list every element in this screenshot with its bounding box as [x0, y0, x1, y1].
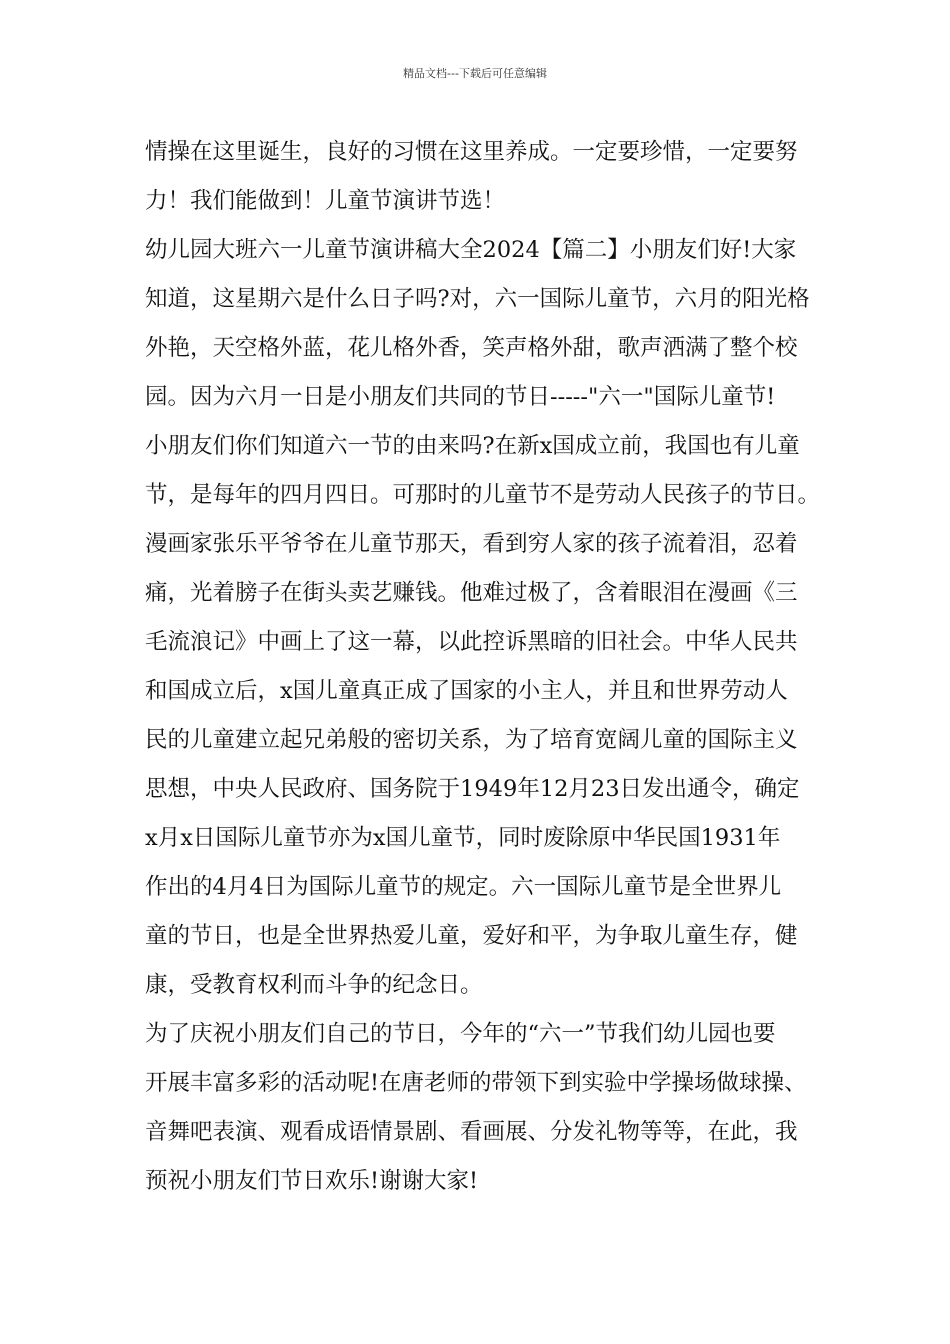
text-line: x月x日国际儿童节亦为x国儿童节，同时废除原中华民国1931年 — [145, 825, 781, 851]
text-line: 毛流浪记》中画上了这一幕，以此控诉黑暗的旧社会。中华人民共 — [145, 629, 798, 655]
text-line: 为了庆祝小朋友们自己的节日，今年的“六一”节我们幼儿园也要 — [145, 1021, 776, 1047]
text-line: 力！我们能做到！儿童节演讲节选！ — [145, 188, 506, 214]
text-line: 节，是每年的四月四日。可那时的儿童节不是劳动人民孩子的节日。 — [145, 482, 821, 508]
text-line: 预祝小朋友们节日欢乐!谢谢大家! — [145, 1168, 479, 1194]
text-line: 漫画家张乐平爷爷在儿童节那天，看到穷人家的孩子流着泪，忍着 — [145, 531, 798, 557]
text-line: 痛，光着膀子在街头卖艺赚钱。他难过极了，含着眼泪在漫画《三 — [145, 580, 798, 606]
text-line: 小朋友们你们知道六一节的由来吗?在新x国成立前，我国也有儿童 — [145, 433, 800, 459]
text-line: 民的儿童建立起兄弟般的密切关系，为了培育宽阔儿童的国际主义 — [145, 727, 798, 753]
text-line: 音舞吧表演、观看成语情景剧、看画展、分发礼物等等，在此，我 — [145, 1119, 798, 1145]
text-line: 情操在这里诞生，良好的习惯在这里养成。一定要珍惜，一定要努 — [145, 139, 798, 165]
text-line: 外艳，天空格外蓝，花儿格外香，笑声格外甜，歌声洒满了整个校 — [145, 335, 798, 361]
text-line: 思想，中央人民政府、国务院于1949年12月23日发出通令，确定 — [145, 776, 800, 802]
text-line: 作出的4月4日为国际儿童节的规定。六一国际儿童节是全世界儿 — [145, 874, 782, 900]
text-line: 知道，这星期六是什么日子吗?对，六一国际儿童节，六月的阳光格 — [145, 286, 810, 312]
text-line: 幼儿园大班六一儿童节演讲稿大全2024【篇二】小朋友们好!大家 — [145, 237, 797, 263]
document-body — [145, 128, 825, 1206]
text-line: 开展丰富多彩的活动呢!在唐老师的带领下到实验中学操场做球操、 — [145, 1070, 807, 1096]
page-header: 精品文档---下载后可任意编辑 — [403, 67, 547, 80]
text-line: 园。因为六月一日是小朋友们共同的节日-----"六一"国际儿童节! — [145, 384, 776, 410]
text-line: 和国成立后，x国儿童真正成了国家的小主人，并且和世界劳动人 — [145, 678, 788, 704]
text-line: 康，受教育权利而斗争的纪念日。 — [145, 972, 483, 998]
text-line: 童的节日，也是全世界热爱儿童，爱好和平，为争取儿童生存，健 — [145, 923, 798, 949]
